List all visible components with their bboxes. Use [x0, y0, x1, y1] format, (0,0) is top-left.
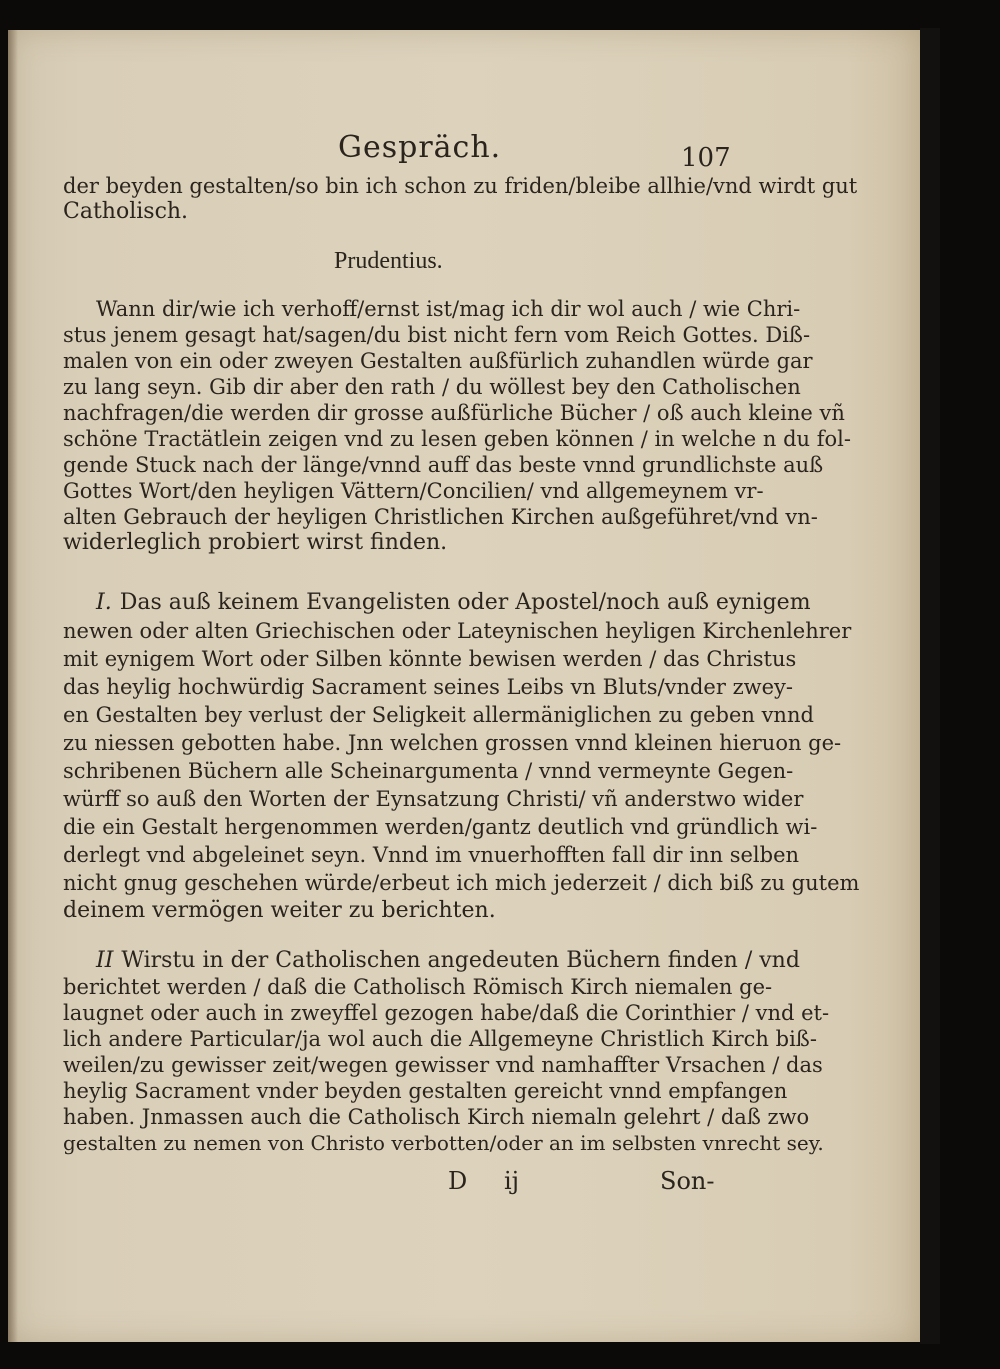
text-line: weilen/zu gewisser zeit/wegen gewisser vnd namhaffter Vrsachen / das: [63, 1053, 823, 1077]
text-line: alten Gebrauch der heyligen Christlichen Kirchen außgeführet/vnd vn-: [63, 505, 818, 529]
running-header: Gespräch.: [338, 130, 502, 165]
catchword: Son-: [660, 1167, 715, 1195]
text-line: zu lang seyn. Gib dir aber den rath / du wöllest bey den Catholischen: [63, 375, 801, 399]
section-numeral: I.: [96, 590, 112, 615]
text-line: gende Stuck nach der länge/vnnd auff das beste vnnd grundlichste auß: [63, 453, 824, 477]
speaker-heading: Prudentius.: [334, 248, 443, 274]
section-one-first-line: [96, 590, 811, 616]
text-line: schribenen Büchern alle Scheinargumenta / vnnd vermeynte Gegen-: [63, 759, 794, 783]
text-line: derlegt vnd abgeleinet seyn. Vnnd im vnuerhofften fall dir inn selben: [63, 843, 800, 867]
text-line: stus jenem gesagt hat/sagen/du bist nicht fern vom Reich Gottes. Diß-: [63, 323, 811, 347]
text-line: würff so auß den Worten der Eynsatzung Christi/ vñ anderstwo wider: [63, 787, 804, 811]
text-line: haben. Jnmassen auch die Catholisch Kirch niemaln gelehrt / daß zwo: [63, 1105, 810, 1129]
text-line: gestalten zu nemen von Christo verbotten/oder an im selbsten vnrecht sey.: [63, 1131, 824, 1155]
text-line: Gottes Wort/den heyligen Vättern/Concilien/ vnd allgemeynem vr-: [63, 479, 764, 503]
text-line: deinem vermögen weiter zu berichten.: [63, 898, 496, 923]
text-line: Catholisch.: [63, 199, 189, 224]
text-line: malen von ein oder zweyen Gestalten außfürlich zuhandlen würde gar: [63, 349, 813, 373]
text-line: laugnet oder auch in zweyffel gezogen habe/daß die Corinthier / vnd et-: [63, 1001, 830, 1025]
text-line: lich andere Particular/ja wol auch die Allgemeyne Christlich Kirch biß-: [63, 1027, 817, 1051]
text-line: en Gestalten bey verlust der Seligkeit allermäniglichen zu geben vnnd: [63, 703, 814, 727]
section-two-first-line: [96, 948, 800, 974]
text-line: nachfragen/die werden dir grosse außfürliche Bücher / oß auch kleine vñ: [63, 401, 845, 425]
text-line: Wirstu in der Catholischen angedeuten Büchern finden / vnd: [121, 948, 800, 973]
text-line: berichtet werden / daß die Catholisch Römisch Kirch niemalen ge-: [63, 975, 773, 999]
text-line: zu niessen gebotten habe. Jnn welchen grossen vnnd kleinen hieruon ge-: [63, 731, 842, 755]
text-line: nicht gnug geschehen würde/erbeut ich mich jederzeit / dich biß zu gutem: [63, 871, 860, 895]
text-line: die ein Gestalt hergenommen werden/gantz deutlich vnd gründlich wi-: [63, 815, 818, 839]
dark-background-edge: [920, 28, 940, 1344]
text-line: Das auß keinem Evangelisten oder Apostel/noch auß eynigem: [119, 590, 811, 615]
signature-number: ij: [504, 1167, 520, 1195]
section-numeral: II: [96, 948, 114, 973]
text-line: widerleglich probiert wirst finden.: [63, 530, 448, 555]
text-line: newen oder alten Griechischen oder Lateynischen heyligen Kirchenlehrer: [63, 619, 852, 643]
page-gutter-shadow: [8, 30, 18, 1342]
text-line: schöne Tractätlein zeigen vnd zu lesen geben können / in welche n du fol-: [63, 427, 851, 451]
text-line: mit eynigem Wort oder Silben könnte bewisen werden / das Christus: [63, 647, 797, 671]
text-line: heylig Sacrament vnder beyden gestalten gereicht vnnd empfangen: [63, 1079, 788, 1103]
page-number: 107: [681, 143, 731, 173]
text-line: das heylig hochwürdig Sacrament seines Leibs vn Bluts/vnder zwey-: [63, 675, 793, 699]
signature-mark: D: [448, 1167, 468, 1195]
text-line: der beyden gestalten/so bin ich schon zu friden/bleibe allhie/vnd wirdt gut: [63, 174, 858, 198]
book-page: [8, 30, 920, 1342]
text-line: Wann dir/wie ich verhoff/ernst ist/mag ich dir wol auch / wie Chri-: [96, 297, 801, 321]
